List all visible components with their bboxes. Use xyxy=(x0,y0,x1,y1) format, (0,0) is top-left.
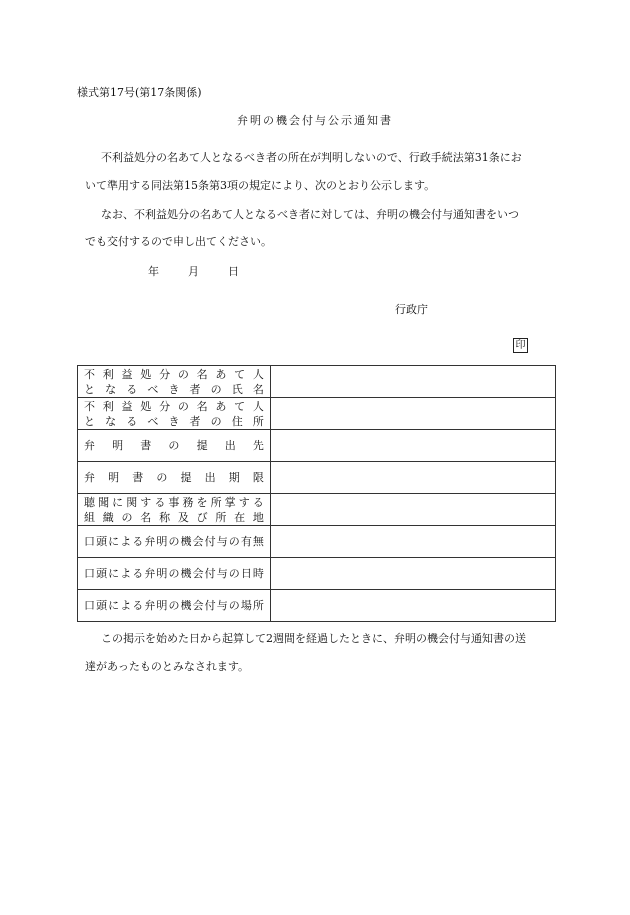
date-year: 年 xyxy=(148,265,159,278)
row-label-line: と な る べ き 者 の 氏 名 xyxy=(84,382,264,396)
row-value[interactable] xyxy=(270,430,555,462)
table-row xyxy=(78,558,556,590)
paragraph1-line2: いて準用する同法第15条第3項の規定により、次のとおり公示します。 xyxy=(85,179,436,192)
footer-line1: この掲示を始めた日から起算して2週間を経過したときに、弁明の機会付与通知書の送 xyxy=(101,632,526,645)
paragraph1-line1: 不利益処分の名あて人となるべき者の所在が判明しないので、行政手続法第31条にお xyxy=(101,151,522,164)
row-label-line: と な る べ き 者 の 住 所 xyxy=(84,414,264,428)
table-row xyxy=(78,494,556,526)
row-value[interactable] xyxy=(270,558,555,590)
row-label-line: 聴 聞 に 関 す る 事 務 を 所 掌 す る xyxy=(84,495,264,509)
row-value[interactable] xyxy=(270,366,555,398)
row-value[interactable] xyxy=(270,398,555,430)
row-label-line: 口 頭 に よ る 弁 明 の 機 会 付 与 の 有 無 xyxy=(84,535,264,548)
row-label-line: 口 頭 に よ る 弁 明 の 機 会 付 与 の 場 所 xyxy=(84,599,264,612)
row-label-line: 不 利 益 処 分 の 名 あ て 人 xyxy=(84,367,264,381)
table-row xyxy=(78,590,556,622)
row-value[interactable] xyxy=(270,494,555,526)
row-label-line: 不 利 益 処 分 の 名 あ て 人 xyxy=(84,399,264,413)
table-row xyxy=(78,462,556,494)
paragraph2-line2: でも交付するので申し出てください。 xyxy=(85,235,272,248)
table-row xyxy=(78,526,556,558)
row-label xyxy=(78,366,271,398)
row-value[interactable] xyxy=(270,590,555,622)
row-label xyxy=(78,590,271,622)
table-row xyxy=(78,366,556,398)
document-title: 弁明の機会付与公示通知書 xyxy=(237,114,393,127)
row-label xyxy=(78,462,271,494)
row-label xyxy=(78,430,271,462)
date-day: 日 xyxy=(228,265,239,278)
row-label xyxy=(78,558,271,590)
row-value[interactable] xyxy=(270,526,555,558)
table-row xyxy=(78,398,556,430)
table-row xyxy=(78,430,556,462)
row-value[interactable] xyxy=(270,462,555,494)
row-label-line: 組 織 の 名 称 及 び 所 在 地 xyxy=(84,510,264,524)
row-label-line: 口 頭 に よ る 弁 明 の 機 会 付 与 の 日 時 xyxy=(84,567,264,580)
row-label xyxy=(78,494,271,526)
notice-details-table xyxy=(77,365,556,622)
date-month: 月 xyxy=(188,265,199,278)
agency-name: 行政庁 xyxy=(395,303,428,316)
date-line xyxy=(148,263,239,279)
paragraph2-line1: なお、不利益処分の名あて人となるべき者に対しては、弁明の機会付与通知書をいつ xyxy=(101,208,519,221)
footer-line2: 達があったものとみなされます。 xyxy=(85,660,250,673)
row-label xyxy=(78,526,271,558)
row-label-line: 弁 明 書 の 提 出 期 限 xyxy=(84,471,264,484)
seal-mark: 印 xyxy=(513,338,528,353)
row-label-line: 弁 明 書 の 提 出 先 xyxy=(84,439,264,452)
form-number: 様式第17号(第17条関係) xyxy=(77,86,202,99)
row-label xyxy=(78,398,271,430)
